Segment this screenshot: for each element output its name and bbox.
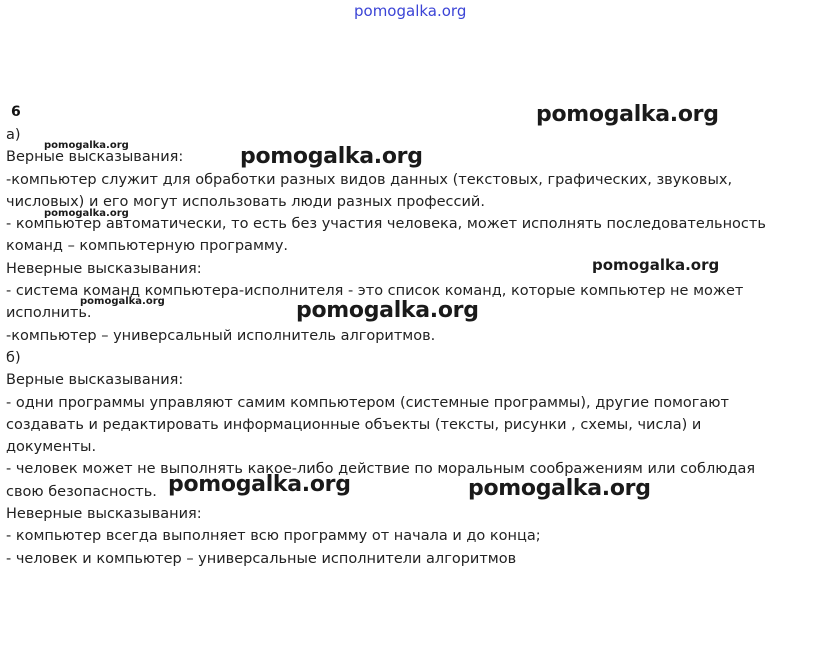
task-number: 6 (11, 104, 21, 120)
text-line: - человек может не выполнять какое-либо действие по моральным соображениям или соблюдая (6, 461, 756, 478)
text-line: а) (6, 127, 21, 143)
text-line: Неверные высказывания: (6, 506, 202, 523)
text-line: команд – компьютерную программу. (6, 238, 289, 255)
text-line: исполнить. (6, 305, 92, 322)
text-line: Неверные высказывания: (6, 260, 202, 277)
watermark: pomogalka.org (240, 144, 423, 169)
watermark: pomogalka.org (468, 476, 651, 501)
text-line: создавать и редактировать информационные объекты (тексты, рисунки , схемы, числа) и (6, 416, 702, 433)
text-line: - компьютер всегда выполняет всю программу от начала и до конца; (6, 528, 541, 545)
text-line: свою безопасность. (6, 483, 157, 500)
watermark: pomogalka.org (168, 472, 351, 497)
text-line: - одни программы управляют самим компьютером (системные программы), другие помогают (6, 394, 729, 411)
watermark: pomogalka.org (536, 102, 719, 127)
text-line: Верные высказывания: (6, 149, 184, 166)
watermark: pomogalka.org (296, 298, 479, 323)
text-line: - человек и компьютер – универсальные исполнители алгоритмов (6, 550, 517, 567)
watermark: pomogalka.org (44, 140, 129, 151)
text-line: Верные высказывания: (6, 372, 184, 389)
text-line: - система команд компьютера-исполнителя - это список команд, которые компьютер не может (6, 283, 744, 300)
header-logo: pomogalka.org (354, 2, 467, 20)
watermark: pomogalka.org (592, 256, 720, 274)
text-line: б) (6, 349, 21, 366)
text-line: документы. (6, 439, 97, 456)
answer-text (6, 124, 816, 570)
watermark: pomogalka.org (80, 296, 165, 307)
text-line: числовых) и его могут использовать люди разных профессий. (6, 193, 485, 210)
watermark: pomogalka.org (44, 208, 129, 219)
text-line: -компьютер служит для обработки разных видов данных (текстовых, графических, звуковых, (6, 171, 733, 188)
text-line: - компьютер автоматически, то есть без участия человека, может исполнять последовательность (6, 216, 766, 233)
text-line: -компьютер – универсальный исполнитель алгоритмов. (6, 327, 436, 344)
